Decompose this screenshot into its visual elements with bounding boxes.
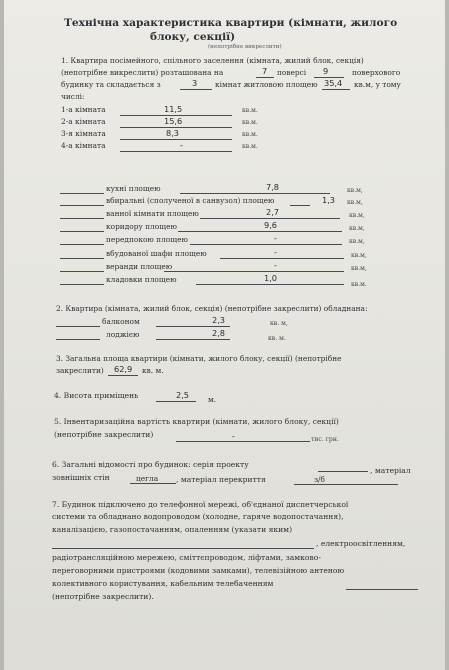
s7-tv-line — [346, 589, 418, 590]
area-label: коридору площею — [106, 222, 177, 231]
s1-line4: числі: — [61, 92, 85, 101]
s7-line6: переговорними пристроями (кодовими замками), телевізійною антеною — [52, 566, 345, 575]
room-label: 4-а кімната — [61, 141, 106, 150]
s2-blank-line — [56, 326, 100, 327]
s5-unit: тис. грн. — [311, 436, 339, 443]
area-blank-line — [60, 271, 104, 272]
room-label: 1-а кімната — [61, 105, 106, 114]
document-title: Технічна характеристика квартири (кімнати, жилого — [64, 17, 398, 29]
area-line — [196, 284, 344, 285]
inventory-value-line — [176, 441, 310, 442]
s6-line2-a: зовнішніх стін — [52, 473, 110, 482]
height-line — [156, 401, 196, 402]
room-label: 2-а кімната — [61, 117, 106, 126]
s7-line7: колективного користування, кабельним телебаченням — [52, 579, 274, 588]
area-unit: кв.м, — [347, 199, 363, 206]
s1-line1: 1. Квартира посімейного, спільного заселення (кімната, жилий блок, секція) — [61, 56, 364, 65]
room-value: - — [180, 140, 183, 150]
area-label: ванної кімнати площею — [106, 209, 199, 218]
height-value: 2,5 — [176, 390, 190, 400]
s7-line4: , електроосвітленням, — [316, 539, 406, 548]
s4-unit: м. — [208, 395, 217, 404]
room-value: 11,5 — [164, 104, 183, 114]
inventory-value: - — [232, 431, 235, 441]
area-label: вбиральні (сполученої в санвузол) площею — [106, 196, 275, 205]
s2-item-unit: кв. м, — [270, 320, 288, 327]
area-label: кладовки площею — [106, 275, 177, 284]
area-blank-line — [60, 284, 104, 285]
area-value: - — [274, 260, 277, 270]
area-value: - — [274, 233, 277, 243]
s2-item-unit: кв. м. — [268, 335, 286, 342]
area-blank-line — [60, 218, 104, 219]
area-line — [178, 231, 342, 232]
document-title-line2: блоку, секції) — [150, 31, 236, 43]
floor-line — [256, 77, 274, 78]
room-unit: кв.м. — [242, 143, 258, 150]
total-area-value: 62,9 — [114, 364, 133, 374]
area-unit: кв.м, — [351, 265, 367, 272]
area-blank-line — [60, 231, 104, 232]
s2-item-label: лоджією — [106, 330, 140, 339]
s3-line1: 3. Загальна площа квартири (кімнати, жилого блоку, секції) (непотрібне — [56, 354, 342, 363]
area-unit: кв.м, — [347, 187, 363, 194]
area-line — [164, 271, 344, 272]
title-note: (непотрібне викреслити) — [208, 44, 282, 50]
room-label: 3-я кімната — [61, 129, 106, 138]
s7-line8: (непотрібне закреслити). — [52, 592, 154, 601]
s1-line3-b: кімнат житловою площею — [215, 80, 318, 89]
s7-line3: каналізацією, газопостачанням, опаленням (указати яким) — [52, 525, 293, 534]
living-area-line — [322, 89, 350, 90]
area-line — [290, 205, 310, 206]
room-value: 8,3 — [166, 128, 180, 138]
document-page — [4, 0, 445, 670]
s2-blank-line — [56, 339, 100, 340]
s1-line2-c: поверхового — [352, 68, 401, 77]
area-blank-line — [60, 193, 104, 194]
area-line — [190, 244, 342, 245]
area-label: вбудованої шафи площею — [106, 249, 207, 258]
area-blank-line — [60, 244, 104, 245]
s1-line3-a: будинку та складається з — [61, 80, 161, 89]
ceiling-line — [294, 484, 398, 485]
s2-item-value: 2,3 — [212, 315, 226, 325]
s5-line1: 5. Інвентаризаційна вартість квартири (кімнати, жилого блоку, секції) — [54, 417, 339, 426]
project-series-line — [318, 471, 368, 472]
floor-value: 7 — [262, 66, 268, 76]
s1-line2-a: (непотрібне викреслити) розташована на — [61, 68, 224, 77]
room-value: 15,6 — [164, 116, 183, 126]
area-label: кухні площею — [106, 184, 161, 193]
room-line — [192, 115, 232, 116]
room-line — [192, 151, 232, 152]
area-unit: кв.м. — [351, 281, 367, 288]
s3-line2-b: кв. м. — [142, 366, 164, 375]
rooms-count-line — [180, 89, 212, 90]
area-unit: кв.м, — [351, 252, 367, 259]
area-unit: кв.м, — [349, 212, 365, 219]
s6-line1-b: , матеріал — [370, 466, 411, 475]
area-line — [200, 218, 340, 219]
total-area-line — [108, 375, 138, 376]
s7-line5: радіотрансляційною мережею, сміттєпроводом, ліфтами, замково- — [52, 553, 321, 562]
s1-line2-b: поверсі — [277, 68, 307, 77]
area-blank-line — [60, 258, 104, 259]
ceiling-value: з/б — [314, 475, 325, 484]
room-unit: кв.м. — [242, 119, 258, 126]
s6-line2-b: , матеріал перекриття — [176, 475, 266, 484]
s7-line1: 7. Будинок підключено до телефонної мережі, об'єднаної диспетчерської — [52, 500, 349, 509]
area-value: 7,8 — [266, 182, 280, 192]
s2-item-label: балконом — [102, 317, 140, 326]
area-unit: кв.м, — [349, 238, 365, 245]
area-label: передпокою площею — [106, 235, 188, 244]
room-unit: кв.м. — [242, 107, 258, 114]
floors-total-value: 9 — [323, 66, 329, 76]
s2-item-line — [156, 326, 230, 327]
s2-item-value: 2,8 — [212, 328, 226, 338]
living-area-value: 35,4 — [324, 78, 343, 88]
area-blank-line — [60, 205, 104, 206]
s1-line3-c: кв.м, у тому — [354, 80, 401, 89]
rooms-count-value: 3 — [192, 78, 198, 88]
area-unit: кв.м, — [349, 225, 365, 232]
s6-line1-a: 6. Загальні відомості про будинок: серія проекту — [52, 460, 249, 469]
s2-item-line — [156, 339, 230, 340]
s5-line2-a: (непотрібне закреслити) — [54, 430, 154, 439]
area-line — [220, 258, 344, 259]
room-unit: кв.м. — [242, 131, 258, 138]
s3-line2-a: закреслити) — [56, 366, 104, 375]
area-value: 2,7 — [266, 207, 280, 217]
area-label: веранди площею — [106, 262, 173, 271]
room-line — [192, 127, 232, 128]
area-line — [180, 193, 330, 194]
s7-line2: системи та обладнано водопроводом (холодне, гаряче водопостачання), — [52, 512, 344, 521]
room-line — [192, 139, 232, 140]
s2-line1: 2. Квартира (кімната, жилий блок, секція) (непотрібне закреслити) обладнана: — [56, 304, 368, 313]
area-value: 1,0 — [264, 273, 278, 283]
walls-value: цегла — [136, 474, 159, 483]
area-value: 9,6 — [264, 220, 278, 230]
area-value: - — [274, 247, 277, 257]
s7-blank-line — [52, 548, 314, 549]
area-value: 1,3 — [322, 195, 336, 205]
s4-label: 4. Висота приміщень — [54, 391, 139, 400]
walls-line — [130, 483, 176, 484]
